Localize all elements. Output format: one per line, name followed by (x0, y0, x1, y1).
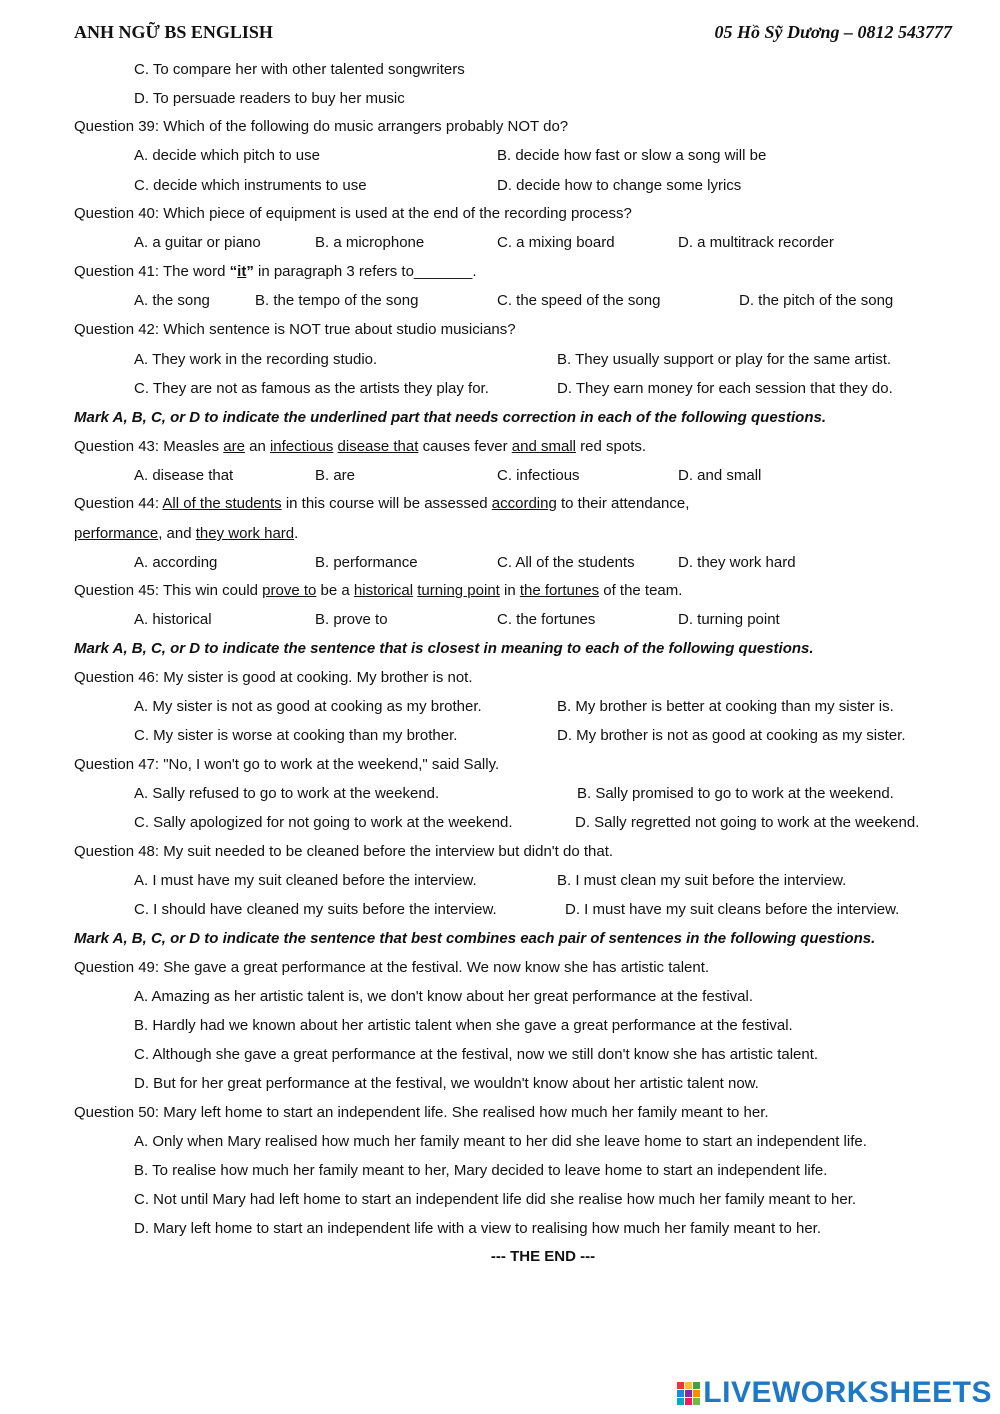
q48-option-b: B. I must clean my suit before the interview. (557, 872, 847, 889)
q48-option-a: A. I must have my suit cleaned before the interview. (134, 872, 477, 889)
logo-tile (677, 1398, 684, 1405)
q43-option-d: D. and small (678, 467, 762, 484)
liveworksheets-logo[interactable] (677, 1376, 992, 1410)
q45-option-a: A. historical (134, 611, 212, 628)
q42-stem: Question 42: Which sentence is NOT true about studio musicians? (74, 321, 516, 338)
q49-stem: Question 49: She gave a great performance at the festival. We now know she has artistic talent. (74, 959, 710, 976)
q46-option-d: D. My brother is not as good at cooking as my sister. (557, 727, 906, 744)
q38-option-d: D. To persuade readers to buy her music (134, 90, 405, 107)
q50-option-c: C. Not until Mary had left home to start an independent life did she realise how much her family meant to her. (134, 1191, 857, 1208)
q46-option-b: B. My brother is better at cooking than my sister is. (557, 698, 894, 715)
q43-option-b: B. are (315, 467, 356, 484)
logo-tile (693, 1382, 700, 1389)
q50-option-a: A. Only when Mary realised how much her family meant to her did she leave home to start an independent life. (134, 1133, 867, 1150)
q43-option-c: C. infectious (497, 467, 580, 484)
q49-option-a: A. Amazing as her artistic talent is, we don't know about her great performance at the festival. (134, 988, 754, 1005)
q44-option-b: B. performance (315, 554, 418, 571)
q44-option-d: D. they work hard (678, 554, 796, 571)
q41-option-a: A. the song (134, 292, 210, 309)
q47-option-c: C. Sally apologized for not going to work at the weekend. (134, 814, 513, 831)
q39-option-c: C. decide which instruments to use (134, 177, 367, 194)
logo-tiles-icon (677, 1382, 700, 1405)
q45-option-b: B. prove to (315, 611, 388, 628)
instruction-closest-meaning: Mark A, B, C, or D to indicate the sentence that is closest in meaning to each of the following questions. (74, 640, 814, 657)
q43-stem: Question 43: Measles are an infectious disease that causes fever and small red spots. (74, 438, 647, 455)
instruction-sentence-combination: Mark A, B, C, or D to indicate the sentence that best combines each pair of sentences in the following questions. (74, 930, 876, 947)
q45-option-d: D. turning point (678, 611, 780, 628)
q40-option-b: B. a microphone (315, 234, 425, 251)
q47-option-a: A. Sally refused to go to work at the weekend. (134, 785, 440, 802)
q45-option-c: C. the fortunes (497, 611, 596, 628)
q41-keyword: it (237, 263, 247, 280)
instruction-error-identification: Mark A, B, C, or D to indicate the underlined part that needs correction in each of the following questions. (74, 409, 827, 426)
the-end-marker: --- THE END --- (490, 1248, 596, 1265)
q47-stem: Question 47: "No, I won't go to work at the weekend," said Sally. (74, 756, 500, 773)
q40-stem: Question 40: Which piece of equipment is used at the end of the recording process? (74, 205, 632, 222)
logo-text: LIVEWORKSHEETS (703, 1376, 992, 1409)
q49-option-c: C. Although she gave a great performance at the festival, now we still don't know she has artistic talent. (134, 1046, 819, 1063)
q39-option-a: A. decide which pitch to use (134, 147, 320, 164)
q42-option-b: B. They usually support or play for the same artist. (557, 351, 892, 368)
q44-stem-line1: Question 44: All of the students in this course will be assessed according to their attendance, (74, 495, 690, 512)
q42-option-d: D. They earn money for each session that they do. (557, 380, 893, 397)
q45-stem: Question 45: This win could prove to be a historical turning point in the fortunes of the team. (74, 582, 683, 599)
header-title: ANH NGỮ BS ENGLISH (74, 22, 273, 42)
q47-option-d: D. Sally regretted not going to work at the weekend. (575, 814, 920, 831)
q44-option-a: A. according (134, 554, 218, 571)
q42-option-a: A. They work in the recording studio. (134, 351, 378, 368)
q39-stem: Question 39: Which of the following do music arrangers probably NOT do? (74, 118, 569, 135)
q48-option-d: D. I must have my suit cleans before the interview. (565, 901, 900, 918)
logo-tile (685, 1382, 692, 1389)
q49-option-b: B. Hardly had we known about her artistic talent when she gave a great performance at the festival. (134, 1017, 793, 1034)
q50-option-b: B. To realise how much her family meant to her, Mary decided to leave home to start an independent life. (134, 1162, 828, 1179)
q41-option-b: B. the tempo of the song (255, 292, 419, 309)
logo-tile (693, 1390, 700, 1397)
q38-option-c: C. To compare her with other talented songwriters (134, 61, 465, 78)
q50-option-d: D. Mary left home to start an independent life with a view to realising how much her family meant to her. (134, 1220, 821, 1237)
q48-option-c: C. I should have cleaned my suits before the interview. (134, 901, 497, 918)
q49-option-d: D. But for her great performance at the festival, we wouldn't know about her artistic talent now. (134, 1075, 759, 1092)
q40-option-c: C. a mixing board (497, 234, 615, 251)
logo-tile (677, 1390, 684, 1397)
q41-option-c: C. the speed of the song (497, 292, 661, 309)
logo-tile (685, 1398, 692, 1405)
q42-option-c: C. They are not as famous as the artists they play for. (134, 380, 489, 397)
q43-option-a: A. disease that (134, 467, 234, 484)
q44-option-c: C. All of the students (497, 554, 635, 571)
q40-option-a: A. a guitar or piano (134, 234, 261, 251)
header-contact: 05 Hồ Sỹ Dương – 0812 543777 (714, 22, 952, 42)
q46-option-a: A. My sister is not as good at cooking as my brother. (134, 698, 482, 715)
q46-option-c: C. My sister is worse at cooking than my brother. (134, 727, 458, 744)
q40-option-d: D. a multitrack recorder (678, 234, 834, 251)
q48-stem: Question 48: My suit needed to be cleaned before the interview but didn't do that. (74, 843, 614, 860)
q39-option-b: B. decide how fast or slow a song will be (497, 147, 767, 164)
q47-option-b: B. Sally promised to go to work at the weekend. (577, 785, 894, 802)
q46-stem: Question 46: My sister is good at cooking. My brother is not. (74, 669, 473, 686)
q41-option-d: D. the pitch of the song (739, 292, 894, 309)
logo-tile (685, 1390, 692, 1397)
q39-option-d: D. decide how to change some lyrics (497, 177, 742, 194)
q50-stem: Question 50: Mary left home to start an independent life. She realised how much her family meant to her. (74, 1104, 769, 1121)
q44-stem-line2: performance, and they work hard. (74, 525, 299, 542)
q41-stem: Question 41: The word “it” in paragraph 3 refers to_______. (74, 263, 477, 280)
logo-tile (693, 1398, 700, 1405)
logo-tile (677, 1382, 684, 1389)
